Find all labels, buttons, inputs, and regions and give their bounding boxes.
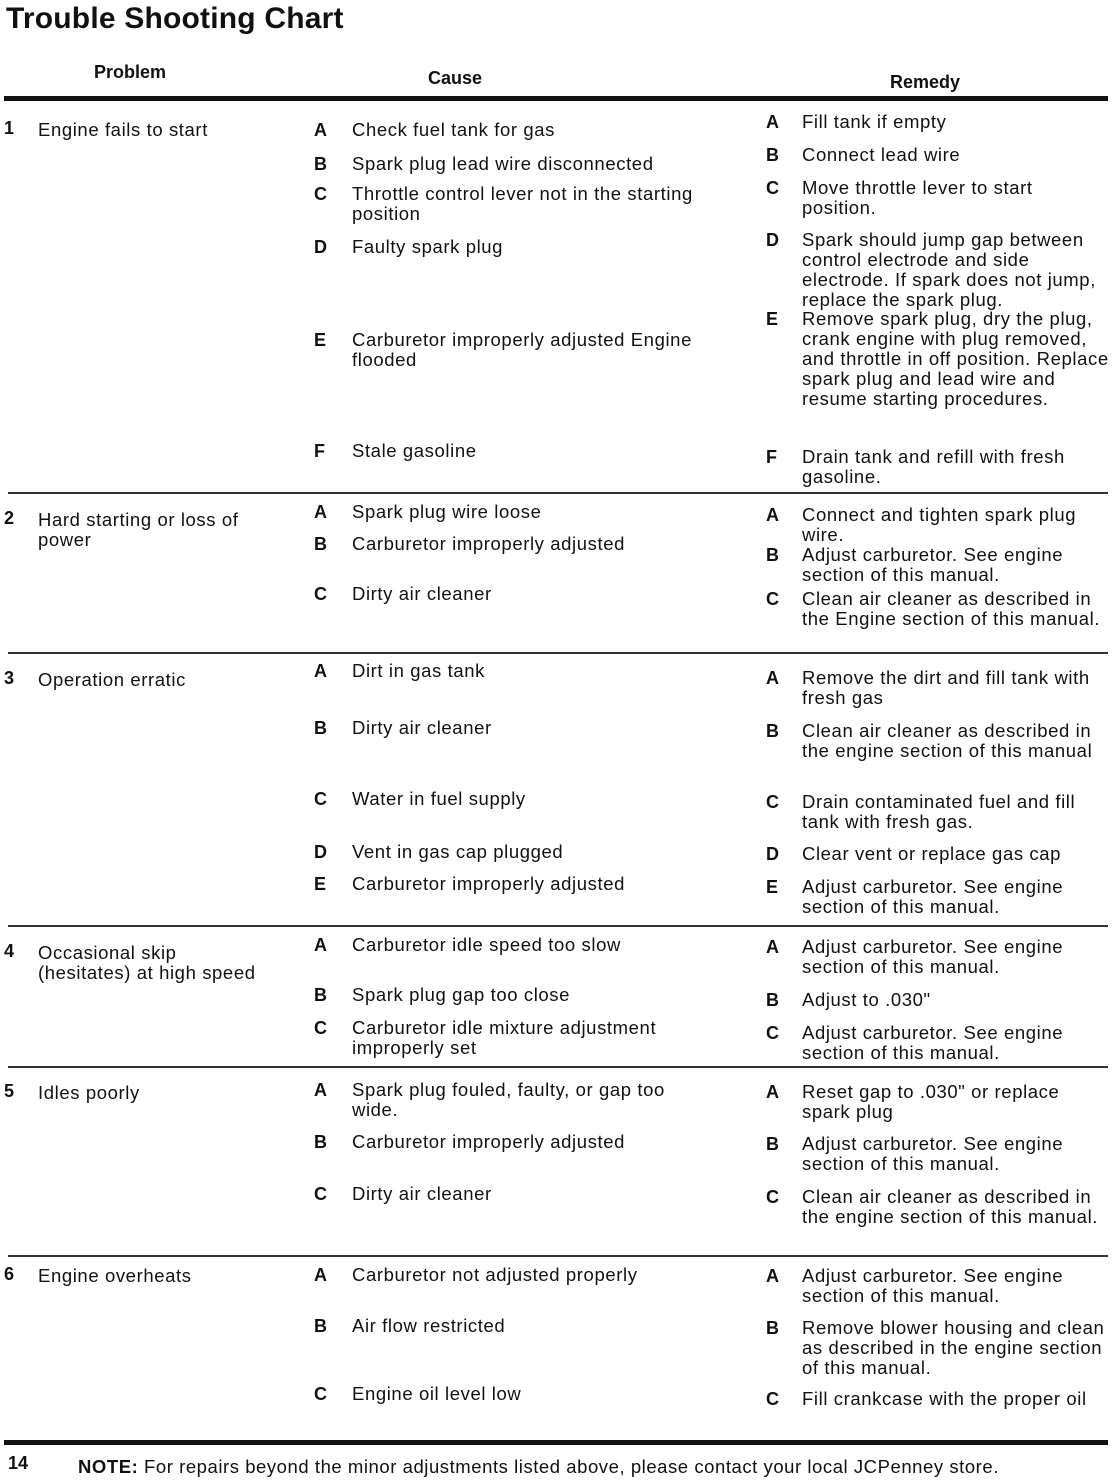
cause-text: Engine oil level low	[352, 1383, 522, 1404]
cause-text: Carburetor improperly adjusted	[352, 873, 626, 894]
cause-text: Carburetor improperly adjusted Engine flooded	[352, 329, 692, 370]
cause-letter: A	[314, 935, 328, 955]
remedy-text: Adjust carburetor. See engine section of this manual.	[802, 1133, 1064, 1174]
cause-letter: A	[314, 661, 328, 681]
cause-text: Water in fuel supply	[352, 788, 526, 809]
remedy-text: Adjust carburetor. See engine section of this manual.	[802, 876, 1064, 917]
cause-text: Stale gasoline	[352, 440, 477, 461]
problem-number: 6	[4, 1264, 15, 1284]
remedy-letter: A	[766, 1266, 780, 1286]
remedy-letter: B	[766, 990, 780, 1010]
remedy-text: Move throttle lever to start position.	[802, 177, 1033, 218]
problem-text: Operation erratic	[38, 669, 186, 690]
cause-letter: C	[314, 184, 328, 204]
cause-text: Throttle control lever not in the starting position	[352, 183, 693, 224]
cause-text: Faulty spark plug	[352, 236, 504, 257]
cause-letter: C	[314, 584, 328, 604]
cause-text: Spark plug fouled, faulty, or gap too wide.	[352, 1079, 665, 1120]
remedy-text: Remove the dirt and fill tank with fresh gas	[802, 667, 1090, 708]
remedy-letter: C	[766, 792, 780, 812]
remedy-letter: B	[766, 1318, 780, 1338]
cause-text: Spark plug wire loose	[352, 501, 542, 522]
problem-number: 1	[4, 118, 15, 138]
cause-text: Check fuel tank for gas	[352, 119, 556, 140]
problem-number: 4	[4, 941, 15, 961]
remedy-letter: A	[766, 668, 780, 688]
remedy-text: Adjust carburetor. See engine section of this manual.	[802, 1265, 1064, 1306]
cause-letter: C	[314, 1018, 328, 1038]
cause-letter: B	[314, 154, 328, 174]
remedy-text: Clear vent or replace gas cap	[802, 843, 1062, 864]
cause-letter: E	[314, 330, 327, 350]
remedy-letter: B	[766, 145, 780, 165]
cause-text: Carburetor not adjusted properly	[352, 1264, 638, 1285]
cause-text: Dirty air cleaner	[352, 1183, 492, 1204]
problem-text: Engine fails to start	[38, 119, 208, 140]
remedy-letter: D	[766, 844, 780, 864]
cause-letter: C	[314, 1384, 328, 1404]
cause-letter: E	[314, 874, 327, 894]
cause-letter: F	[314, 441, 326, 461]
problem-number: 3	[4, 668, 15, 688]
problem-text: Idles poorly	[38, 1082, 140, 1103]
section-divider	[8, 1066, 1108, 1068]
note-label: NOTE:	[78, 1456, 139, 1477]
remedy-letter: C	[766, 589, 780, 609]
cause-text: Dirt in gas tank	[352, 660, 485, 681]
remedy-text: Reset gap to .030" or replace spark plug	[802, 1081, 1060, 1122]
cause-letter: C	[314, 789, 328, 809]
remedy-text: Adjust carburetor. See engine section of this manual.	[802, 936, 1064, 977]
remedy-text: Adjust carburetor. See engine section of this manual.	[802, 1022, 1064, 1063]
remedy-letter: C	[766, 1389, 780, 1409]
remedy-letter: E	[766, 877, 779, 897]
remedy-text: Fill tank if empty	[802, 111, 947, 132]
footer-rule	[4, 1440, 1108, 1445]
cause-text: Dirty air cleaner	[352, 583, 492, 604]
remedy-letter: A	[766, 112, 780, 132]
remedy-letter: B	[766, 721, 780, 741]
problem-text: Hard starting or loss of power	[38, 509, 239, 550]
note-text: For repairs beyond the minor adjustments listed above, please contact your local JCPenney store.	[144, 1456, 999, 1477]
remedy-letter: A	[766, 505, 780, 525]
remedy-column-header: Remedy	[890, 72, 961, 92]
remedy-text: Drain contaminated fuel and fill tank with fresh gas.	[802, 791, 1076, 832]
remedy-text: Clean air cleaner as described in the Engine section of this manual.	[802, 588, 1101, 629]
remedy-letter: B	[766, 1134, 780, 1154]
remedy-letter: C	[766, 178, 780, 198]
remedy-letter: B	[766, 545, 780, 565]
remedy-letter: D	[766, 230, 780, 250]
cause-letter: A	[314, 502, 328, 522]
remedy-letter: C	[766, 1023, 780, 1043]
problem-text: Occasional skip (hesitates) at high speed	[38, 942, 256, 983]
cause-letter: A	[314, 1080, 328, 1100]
cause-letter: C	[314, 1184, 328, 1204]
remedy-letter: E	[766, 309, 779, 329]
footer-note	[78, 1456, 999, 1478]
cause-letter: D	[314, 842, 328, 862]
remedy-text: Remove blower housing and clean as described in the engine section of this manual.	[802, 1317, 1105, 1378]
page-number: 14	[8, 1453, 29, 1473]
header-rule	[4, 96, 1108, 101]
cause-text: Spark plug gap too close	[352, 984, 571, 1005]
remedy-text: Spark should jump gap between control electrode and side electrode. If spark does not jump, replace the spark plug.	[802, 229, 1096, 310]
problem-text: Engine overheats	[38, 1265, 192, 1286]
problem-column-header: Problem	[94, 62, 167, 82]
cause-letter: A	[314, 1265, 328, 1285]
cause-text: Carburetor idle mixture adjustment improperly set	[352, 1017, 657, 1058]
remedy-letter: C	[766, 1187, 780, 1207]
cause-letter: B	[314, 985, 328, 1005]
cause-text: Carburetor improperly adjusted	[352, 1131, 626, 1152]
cause-letter: B	[314, 534, 328, 554]
remedy-text: Clean air cleaner as described in the engine section of this manual	[802, 720, 1093, 761]
cause-letter: B	[314, 1132, 328, 1152]
cause-text: Spark plug lead wire disconnected	[352, 153, 654, 174]
remedy-text: Fill crankcase with the proper oil	[802, 1388, 1087, 1409]
remedy-letter: A	[766, 937, 780, 957]
remedy-text: Drain tank and refill with fresh gasoline.	[802, 446, 1065, 487]
section-divider	[8, 925, 1108, 927]
remedy-text: Adjust to .030"	[802, 989, 931, 1010]
cause-text: Vent in gas cap plugged	[352, 841, 564, 862]
page-title: Trouble Shooting Chart	[6, 2, 344, 35]
section-divider	[8, 492, 1108, 494]
problem-number: 5	[4, 1081, 15, 1101]
remedy-text: Remove spark plug, dry the plug, crank engine with plug removed, and throttle in off position. Replace spark plug and lead wire and resume starting procedures.	[802, 308, 1109, 409]
cause-letter: B	[314, 1316, 328, 1336]
remedy-text: Connect and tighten spark plug wire.	[802, 504, 1077, 545]
cause-column-header: Cause	[428, 68, 483, 88]
remedy-letter: F	[766, 447, 778, 467]
section-divider	[8, 1255, 1108, 1257]
cause-text: Air flow restricted	[352, 1315, 506, 1336]
cause-letter: A	[314, 120, 328, 140]
cause-letter: D	[314, 237, 328, 257]
remedy-text: Connect lead wire	[802, 144, 961, 165]
cause-text: Carburetor improperly adjusted	[352, 533, 626, 554]
cause-letter: B	[314, 718, 328, 738]
remedy-letter: A	[766, 1082, 780, 1102]
problem-number: 2	[4, 508, 15, 528]
remedy-text: Adjust carburetor. See engine section of this manual.	[802, 544, 1064, 585]
cause-text: Carburetor idle speed too slow	[352, 934, 621, 955]
cause-text: Dirty air cleaner	[352, 717, 492, 738]
remedy-text: Clean air cleaner as described in the engine section of this manual.	[802, 1186, 1099, 1227]
section-divider	[8, 652, 1108, 654]
